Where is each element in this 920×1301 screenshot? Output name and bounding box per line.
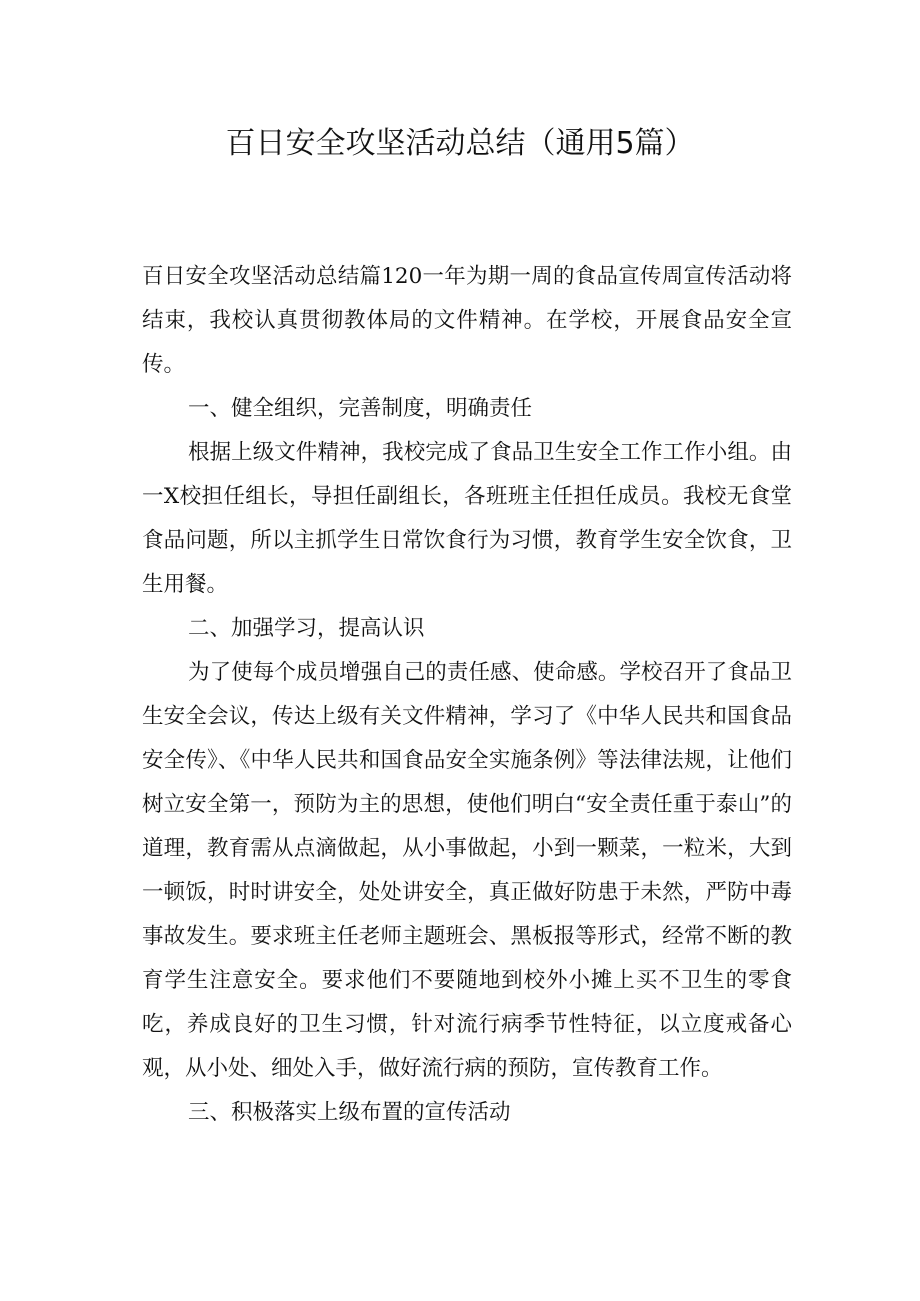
document-body [142, 255, 792, 1135]
section-body-2: 为了使每个成员增强自己的责任感、使命感。学校召开了食品卫生安全会议，传达上级有关文件精神，学习了《中华人民共和国食品安全传》、《中华人民共和国食品安全实施条例》等法律法规，让他们树立安全第一，预防为主的思想，使他们明白“安全责任重于泰山”的道理，教育需从点滴做起，从小事做起，小到一颗菜，一粒米，大到一顿饭，时时讲安全，处处讲安全，真正做好防患于未然，严防中毒事故发生。要求班主任老师主题班会、黑板报等形式，经常不断的教育学生注意安全。要求他们不要随地到校外小摊上买不卫生的零食吃，养成良好的卫生习惯，针对流行病季节性特征，以立度戒备心观，从小处、细处入手，做好流行病的预防，宣传教育工作。 [142, 660, 792, 1081]
document-title: 百日安全攻坚活动总结（通用5篇） [225, 126, 695, 161]
section-heading-1: 一、健全组织，完善制度，明确责任 [188, 396, 533, 421]
section-heading-3: 三、积极落实上级布置的宣传活动 [188, 1100, 511, 1125]
section-body-1: 根据上级文件精神，我校完成了食品卫生安全工作工作小组。由一X校担任组长，导担任副组长，各班班主任担任成员。我校无食堂食品问题，所以主抓学生日常饮食行为习惯，教育学生安全饮食，卫生用餐。 [142, 440, 792, 597]
section-heading-2: 二、加强学习，提高认识 [188, 616, 425, 641]
intro-paragraph: 百日安全攻坚活动总结篇120一年为期一周的食品宣传周宣传活动将结束，我校认真贯彻教体局的文件精神。在学校，开展食品安全宣传。 [142, 264, 792, 377]
